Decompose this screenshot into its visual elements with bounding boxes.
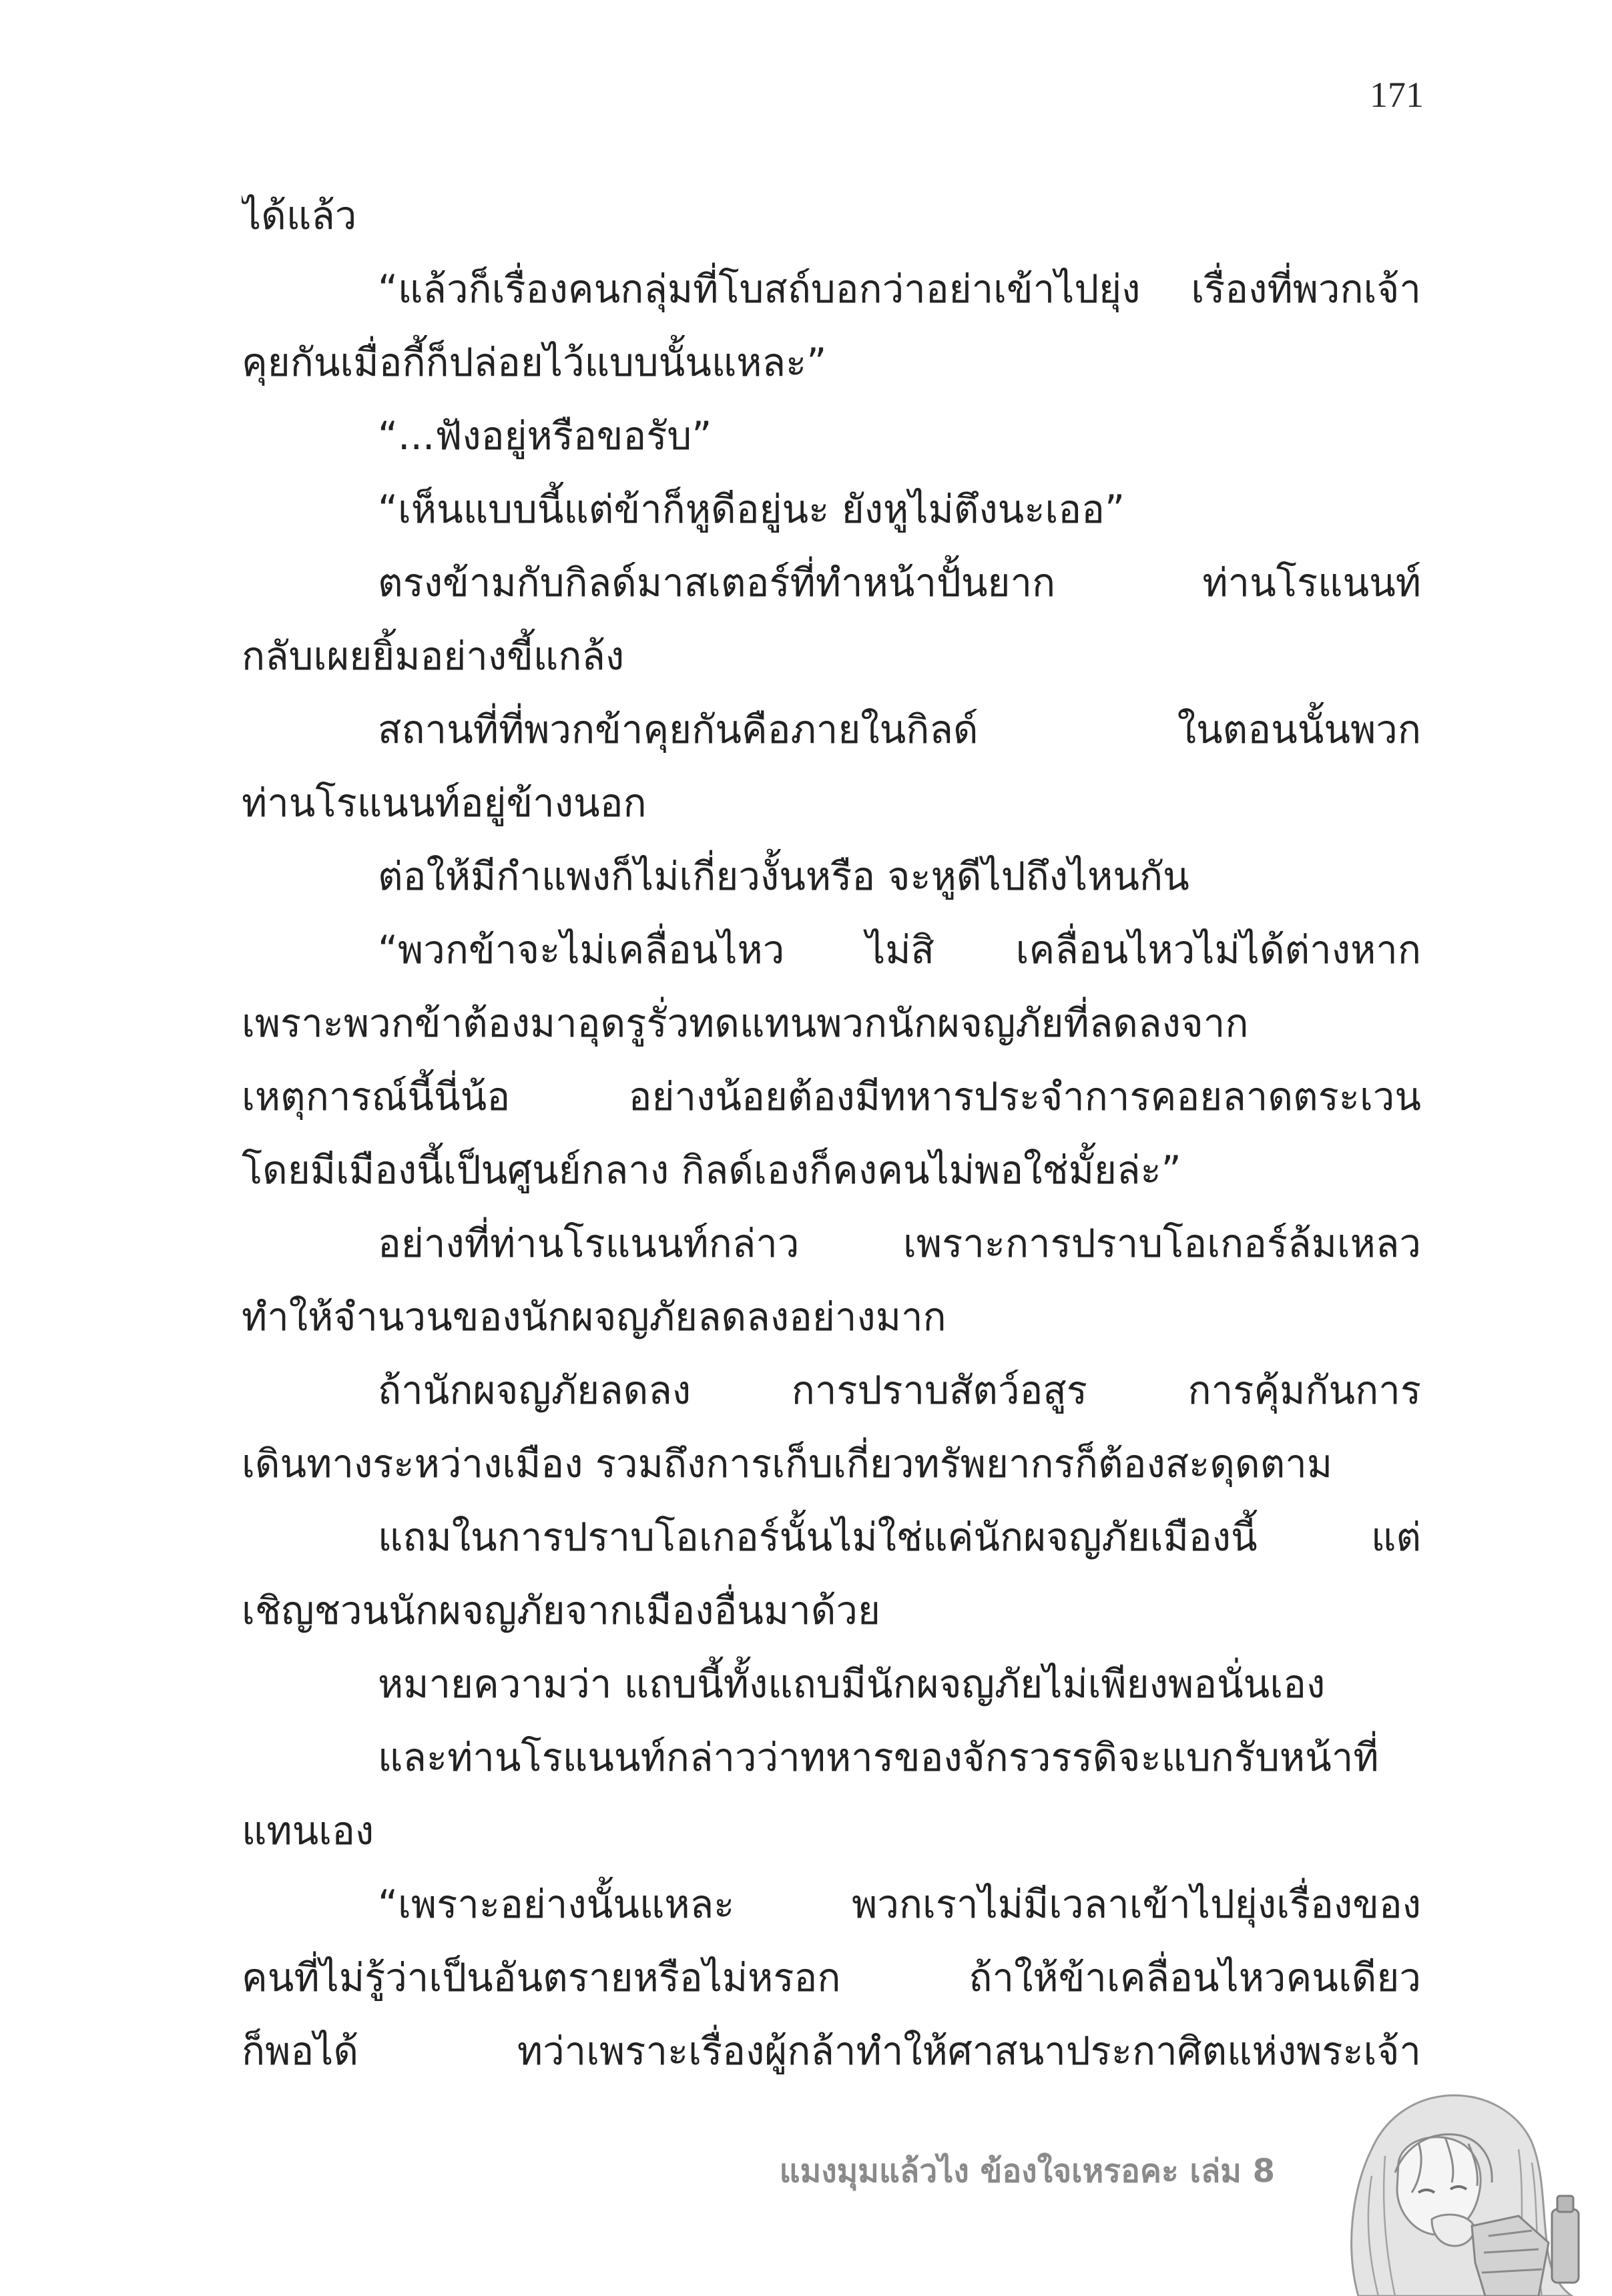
text-line: ก็พอได้ ทว่าเพราะเรื่องผู้กล้าทำให้ศาสนาประกาศิตแห่งพระเจ้า [242,2028,1421,2074]
text-line: กลับเผยยิ้มอย่างขี้แกล้ง [242,633,625,679]
page-number: 171 [1370,75,1424,115]
paragraph [242,1354,1421,1500]
paragraph [242,1868,1421,2088]
text-line: เดินทางระหว่างเมือง รวมถึงการเก็บเกี่ยวทรัพยากรก็ต้องสะดุดตาม [242,1441,1333,1486]
paragraph [242,1647,1421,1721]
text-line: แถมในการปราบโอเกอร์นั้นไม่ใช่แค่นักผจญภัยเมืองนี้ แต่ [378,1514,1421,1560]
character-illustration-drawing [1318,2082,1612,2296]
body-text [242,179,1421,2088]
text-line: ต่อให้มีกำแพงก็ไม่เกี่ยวงั้นหรือ จะหูดีไปถึงไหนกัน [378,854,1189,899]
text-line: “เพราะอย่างนั้นแหละ พวกเราไม่มีเวลาเข้าไปยุ่งเรื่องของ [378,1882,1421,1927]
text-line: “พวกข้าจะไม่เคลื่อนไหว ไม่สิ เคลื่อนไหวไม่ได้ต่างหาก [378,927,1421,972]
paragraph [242,1721,1421,1868]
text-line: สถานที่ที่พวกข้าคุยกันคือภายในกิลด์ ในตอนนั้นพวก [378,707,1421,752]
paragraph [242,1207,1421,1354]
paragraph [242,473,1421,546]
text-line: “แล้วก็เรื่องคนกลุ่มที่โบสถ์บอกว่าอย่าเข้าไปยุ่ง เรื่องที่พวกเจ้า [378,266,1421,312]
text-line: ถ้านักผจญภัยลดลง การปราบสัตว์อสูร การคุ้มกันการ [378,1368,1421,1413]
text-line: ทำให้จำนวนของนักผจญภัยลดลงอย่างมาก [242,1294,947,1340]
text-line: คนที่ไม่รู้ว่าเป็นอันตรายหรือไม่หรอก ถ้าให้ข้าเคลื่อนไหวคนเดียว [242,1955,1421,2000]
bottle [1552,2209,1579,2283]
text-line: แทนเอง [242,1808,374,1853]
text-line: ตรงข้ามกับกิลด์มาสเตอร์ที่ทำหน้าปั้นยาก ท่านโรแนนท์ [378,560,1421,605]
text-line: ได้แล้ว [242,193,357,238]
text-line: หมายความว่า แถบนี้ทั้งแถบมีนักผจญภัยไม่เพียงพอนั่นเอง [378,1661,1326,1707]
paragraph [242,179,1421,252]
text-line: เพราะพวกข้าต้องมาอุดรูรั่วทดแทนพวกนักผจญภัยที่ลดลงจาก [242,1000,1249,1046]
paragraph [242,693,1421,840]
running-footer-book-title: แมงมุมแล้วไง ข้องใจเหรอคะ เล่ม 8 [779,2152,1275,2190]
text-line: เชิญชวนนักผจญภัยจากเมืองอื่นมาด้วย [242,1588,880,1633]
paragraph [242,913,1421,1207]
paragraph [242,840,1421,913]
character-illustration [1318,2082,1612,2296]
text-line: โดยมีเมืองนี้เป็นศูนย์กลาง กิลด์เองก็คงคนไม่พอใช่มั้ยล่ะ” [242,1147,1181,1193]
text-line: อย่างที่ท่านโรแนนท์กล่าว เพราะการปราบโอเกอร์ล้มเหลว [378,1221,1421,1266]
text-line: และท่านโรแนนท์กล่าวว่าทหารของจักรวรรดิจะแบกรับหน้าที่ [378,1735,1379,1780]
paragraph [242,252,1421,399]
text-line: ท่านโรแนนท์อยู่ข้างนอก [242,780,647,826]
text-line: “...ฟังอยู่หรือขอรับ” [378,413,712,459]
paragraph [242,546,1421,693]
paragraph [242,399,1421,473]
text-line: “เห็นแบบนี้แต่ข้าก็หูดีอยู่นะ ยังหูไม่ตึงนะเออ” [378,487,1125,532]
paragraph [242,1500,1421,1647]
text-line: คุยกันเมื่อกี้ก็ปล่อยไว้แบบนั้นแหละ” [242,340,827,385]
bottle-cap [1557,2196,1573,2212]
text-line: เหตุการณ์นี้นี่น้อ อย่างน้อยต้องมีทหารประจำการคอยลาดตระเวน [242,1074,1421,1119]
